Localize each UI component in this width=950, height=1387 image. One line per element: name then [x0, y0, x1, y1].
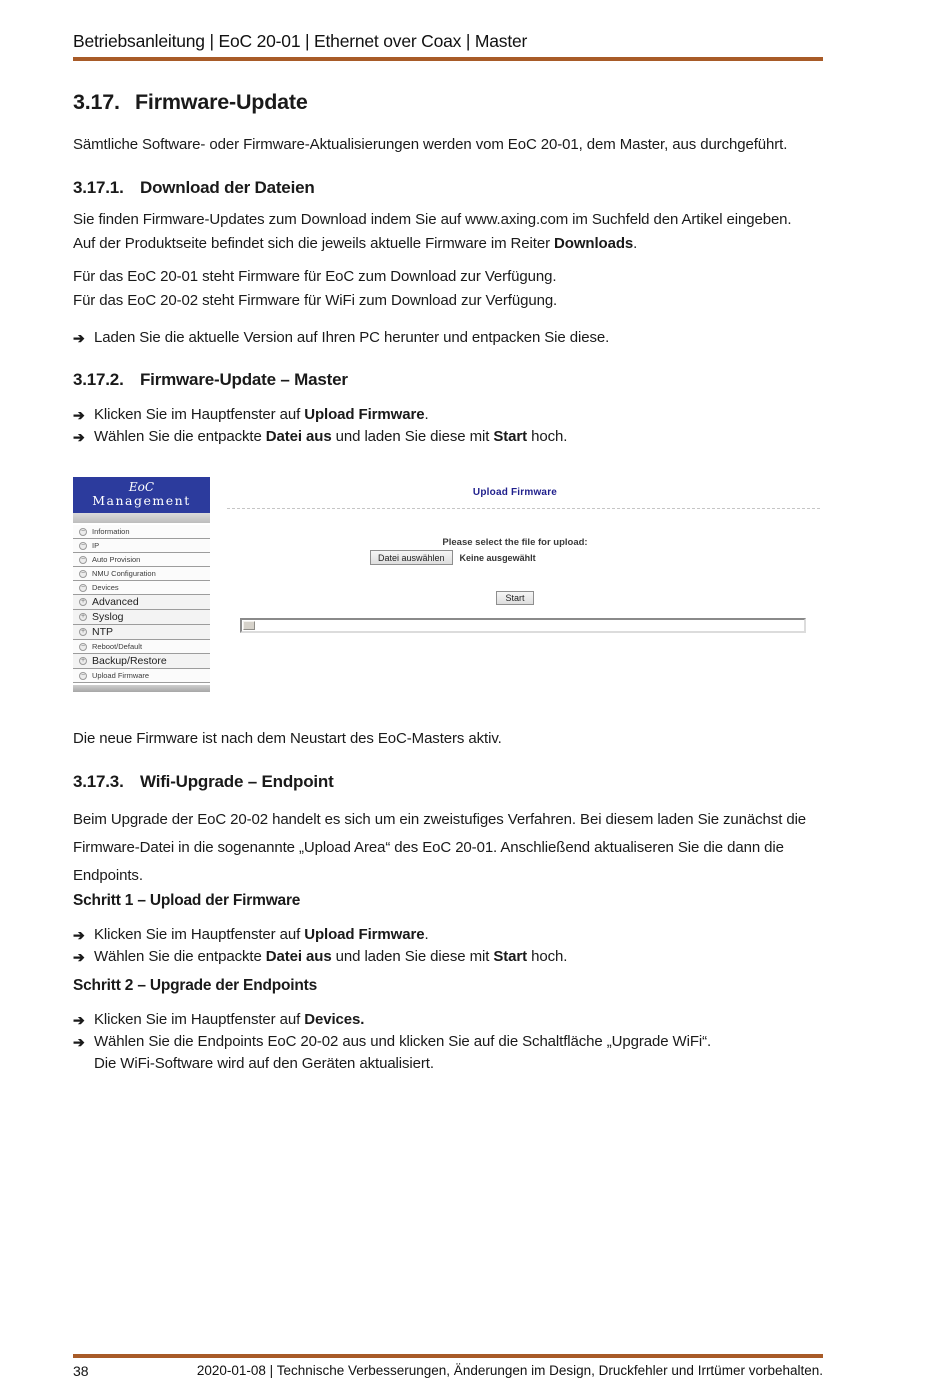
wifi-upgrade-paragraph: [73, 806, 823, 890]
step2-heading: Schritt 2 – Upgrade der Endpoints: [73, 977, 318, 994]
arrow-bullet-icon: ➔: [73, 407, 85, 423]
eoc-management-logo: [73, 477, 210, 513]
step1-bullet-list: [73, 924, 823, 968]
text-segment: Wählen Sie die entpackte: [94, 428, 266, 445]
collapse-icon: −: [80, 527, 86, 535]
text-segment: hoch.: [527, 948, 568, 965]
firmware-availability-paragraph: [73, 265, 823, 313]
expand-icon: +: [80, 657, 86, 664]
file-selected-status: Keine ausgewählt: [459, 552, 536, 563]
sidebar-item-label: NTP: [92, 626, 113, 638]
text-segment-bold: Start: [493, 428, 528, 445]
arrow-bullet-item: [73, 426, 823, 448]
choose-file-button[interactable]: Datei auswählen: [370, 550, 453, 565]
text-segment: .: [424, 926, 429, 943]
sidebar-item-upload-firmware[interactable]: [73, 669, 210, 683]
master-update-bullet-list: [73, 404, 823, 448]
sidebar-item-label: Syslog: [92, 611, 124, 623]
text-segment: Wählen Sie die entpackte: [94, 948, 266, 965]
sidebar-item-reboot-default[interactable]: [73, 640, 210, 654]
section-title: Wifi-Upgrade – Endpoint: [140, 772, 334, 791]
text-segment-bold: Datei aus: [265, 428, 332, 445]
text-line: [73, 208, 823, 232]
step2-bullet-list: [73, 1009, 823, 1075]
text-segment: .: [424, 406, 429, 423]
screenshot-sidebar: [73, 477, 210, 692]
step1-heading: Schritt 1 – Upload der Firmware: [73, 892, 301, 909]
restart-note-paragraph: Die neue Firmware ist nach dem Neustart des EoC-Masters aktiv.: [73, 730, 502, 747]
sidebar-item-ip[interactable]: [73, 539, 210, 553]
section-number: 3.17.2.: [73, 370, 124, 389]
sidebar-item-ntp[interactable]: [73, 625, 210, 640]
collapse-icon: −: [80, 583, 86, 591]
text-segment-bold: Datei aus: [265, 948, 332, 965]
file-upload-prompt: Please select the file for upload:: [442, 537, 588, 548]
sidebar-item-label: Devices: [92, 583, 119, 592]
text-segment: Klicken Sie im Hauptfenster auf: [94, 406, 305, 423]
sidebar-item-label: Information: [92, 527, 130, 536]
text-segment-bold: Upload Firmware: [304, 406, 425, 423]
upload-firmware-page-title: Upload Firmware: [472, 487, 558, 498]
section-heading-3-17: [73, 90, 823, 115]
bullet-text: [94, 946, 567, 968]
bullet-text: [94, 924, 429, 946]
text-segment-bold: Start: [493, 948, 528, 965]
sidebar-item-label: Reboot/Default: [92, 642, 143, 651]
text-segment: und laden Sie diese mit: [331, 428, 494, 445]
section-heading-3-17-2: [73, 370, 823, 390]
text-segment: Klicken Sie im Hauptfenster auf: [94, 926, 305, 943]
section-heading-3-17-3: [73, 772, 823, 792]
text-segment: Sie finden Firmware-Updates zum Download indem Sie auf www.axing.com im Suchfeld den Artikel eingeben.: [73, 211, 792, 228]
arrow-bullet-item: [73, 327, 823, 349]
sidebar-item-label: NMU Configuration: [92, 569, 156, 578]
bullet-text: Laden Sie die aktuelle Version auf Ihren PC herunter und entpacken Sie diese.: [94, 329, 610, 346]
text-segment: Klicken Sie im Hauptfenster auf: [94, 1011, 305, 1028]
header-rule: [73, 57, 823, 61]
collapse-icon: −: [80, 541, 86, 549]
expand-icon: +: [80, 613, 86, 620]
sidebar-item-label: Auto Provision: [92, 555, 141, 564]
bullet-text: [94, 1009, 364, 1031]
bullet-continuation-line: Die WiFi-Software wird auf den Geräten aktualisiert.: [94, 1055, 434, 1072]
section-title: Download der Dateien: [140, 178, 315, 197]
footer-rule: [73, 1354, 823, 1358]
text-segment: .: [633, 235, 638, 252]
sidebar-item-label: IP: [92, 541, 100, 550]
text-line: Für das EoC 20-02 steht Firmware für WiFi zum Download zur Verfügung.: [73, 292, 558, 309]
text-segment-bold: Downloads: [554, 235, 634, 252]
text-line: [73, 232, 823, 256]
section-number: 3.17.3.: [73, 772, 124, 791]
arrow-bullet-item: [73, 1009, 823, 1031]
text-line: Firmware-Datei in die sogenannte „Upload Area“ des EoC 20-01. Anschließend aktualiseren Sie die dann die: [73, 839, 784, 856]
text-segment: Auf der Produktseite befindet sich die jeweils aktuelle Firmware im Reiter: [73, 235, 555, 252]
collapse-icon: −: [80, 671, 86, 679]
collapse-icon: −: [80, 569, 86, 577]
section-number: 3.17.: [73, 90, 120, 114]
download-paragraph: [73, 208, 823, 256]
collapse-icon: −: [80, 555, 86, 563]
arrow-bullet-item: [73, 404, 823, 426]
text-line: Beim Upgrade der EoC 20-02 handelt es sich um ein zweistufiges Verfahren. Bei diesem laden Sie zunächst die: [73, 811, 807, 828]
bullet-text: Wählen Sie die Endpoints EoC 20-02 aus und klicken Sie auf die Schaltfläche „Upgrade WiFi“.: [94, 1033, 712, 1050]
text-segment: hoch.: [527, 428, 568, 445]
intro-paragraph: Sämtliche Software- oder Firmware-Aktualisierungen werden vom EoC 20-01, dem Master, aus durchgeführt.: [73, 136, 788, 153]
section-number: 3.17.1.: [73, 178, 124, 197]
arrow-bullet-icon: ➔: [73, 1034, 85, 1050]
collapse-icon: −: [80, 642, 86, 650]
eoc-management-screenshot: [73, 477, 820, 692]
sidebar-item-syslog[interactable]: [73, 610, 210, 625]
download-bullet-list: [73, 327, 823, 349]
logo-line-2: Management: [92, 493, 191, 508]
bullet-text: [94, 426, 567, 448]
text-segment-bold: Devices.: [304, 1011, 365, 1028]
sidebar-item-advanced[interactable]: [73, 595, 210, 610]
sidebar-item-backup-restore[interactable]: [73, 654, 210, 669]
start-button-row: [210, 588, 820, 606]
text-segment: und laden Sie diese mit: [331, 948, 494, 965]
sidebar-item-information[interactable]: [73, 525, 210, 539]
progress-bar-segment: [243, 621, 255, 630]
arrow-bullet-icon: ➔: [73, 927, 85, 943]
sidebar-item-label: Upload Firmware: [92, 671, 150, 680]
sidebar-item-nmu-configuration[interactable]: [73, 567, 210, 581]
sidebar-item-label: Advanced: [92, 596, 139, 608]
start-upload-button[interactable]: Start: [496, 591, 533, 605]
section-title: Firmware-Update – Master: [140, 370, 348, 389]
section-title: Firmware-Update: [135, 90, 308, 114]
arrow-bullet-icon: ➔: [73, 429, 85, 445]
text-line: Endpoints.: [73, 867, 143, 884]
arrow-bullet-icon: ➔: [73, 330, 85, 346]
logo-line-1: EoC: [128, 480, 155, 494]
arrow-bullet-icon: ➔: [73, 1012, 85, 1028]
arrow-bullet-item: [73, 924, 823, 946]
page-footer: [73, 1363, 823, 1379]
sidebar-item-auto-provision[interactable]: [73, 553, 210, 567]
file-input-row: [370, 550, 536, 565]
arrow-bullet-icon: ➔: [73, 949, 85, 965]
sidebar-item-label: Backup/Restore: [92, 655, 167, 667]
page-number: 38: [73, 1363, 89, 1379]
revision-note: 2020-01-08 | Technische Verbesserungen, Änderungen im Design, Druckfehler und Irrtümer vorbehalten.: [196, 1363, 823, 1378]
section-heading-3-17-1: [73, 178, 823, 198]
panel-divider: [227, 508, 820, 509]
expand-icon: +: [80, 628, 86, 635]
arrow-bullet-item: [73, 1031, 823, 1053]
sidebar-bottom-bar: [73, 685, 210, 692]
text-segment-bold: Upload Firmware: [304, 926, 425, 943]
arrow-bullet-item: [73, 946, 823, 968]
running-header: Betriebsanleitung | EoC 20-01 | Ethernet over Coax | Master: [73, 31, 528, 51]
screenshot-main-panel: [210, 477, 820, 692]
sidebar-item-devices[interactable]: [73, 581, 210, 595]
expand-icon: +: [80, 598, 86, 605]
text-line: Für das EoC 20-01 steht Firmware für EoC zum Download zur Verfügung.: [73, 268, 557, 285]
sidebar-top-bar: [73, 513, 210, 523]
bullet-text: [94, 404, 429, 426]
upload-progress-bar: [240, 618, 806, 633]
